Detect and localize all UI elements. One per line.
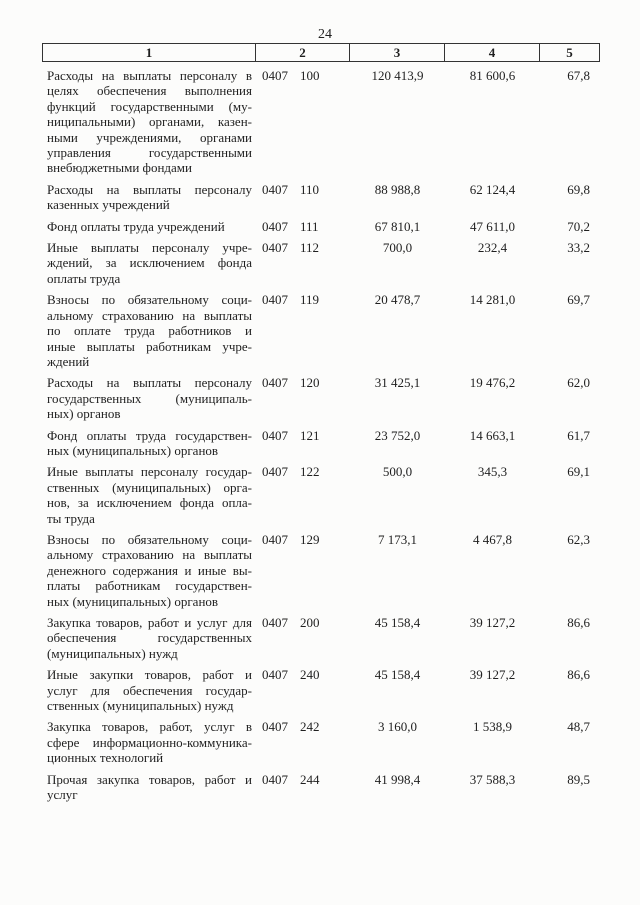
row-value-col5: 69,1 (567, 464, 590, 480)
description-line: оплаты труда (47, 270, 121, 286)
description-line: нов, за исключением фонда опла- (47, 495, 252, 511)
section-code: 0407 (262, 464, 288, 480)
description-line: ных (муниципальных) органов (47, 593, 219, 609)
row-value-col4: 39 127,2 (469, 615, 516, 630)
row-value-col5: 69,8 (567, 181, 590, 197)
page-number: 24 (318, 27, 332, 42)
type-code: 244 (300, 771, 320, 787)
row-description (42, 719, 256, 765)
row-value-col5: 89,5 (567, 771, 590, 787)
row-value-col5: 86,6 (567, 615, 590, 630)
description-line: ты труда (47, 510, 95, 526)
section-code: 0407 (262, 531, 288, 547)
row-description (42, 68, 256, 176)
description-line: Иные выплаты персоналу государ- (47, 464, 252, 480)
description-line: ниципальными) органами, казен- (47, 114, 252, 130)
column-header-2: 2 (256, 44, 350, 61)
description-line: управления государственными (47, 145, 252, 161)
row-value-col4: 14 281,0 (469, 292, 516, 308)
row-value-col3: 500,0 (382, 464, 413, 480)
table-row (42, 219, 600, 240)
section-code: 0407 (262, 375, 288, 391)
description-line: ственных (муниципальных) нужд (47, 698, 234, 714)
table-row (42, 375, 600, 427)
row-value-col3: 67 810,1 (374, 218, 421, 234)
row-value-col5: 61,7 (567, 427, 590, 443)
section-code: 0407 (262, 719, 288, 735)
type-code: 119 (300, 292, 320, 308)
row-code (256, 375, 350, 421)
row-value-col3: 3 160,0 (378, 719, 417, 735)
row-value-col4: 62 124,4 (469, 181, 516, 197)
row-code (256, 292, 350, 369)
row-description (42, 375, 256, 421)
table-row (42, 68, 600, 182)
type-code: 121 (300, 427, 320, 443)
description-line: Закупка товаров, работ, услуг в (47, 719, 252, 735)
table-row (42, 667, 600, 719)
description-line: альному страхованию на выплаты (47, 547, 252, 563)
row-value-col5: 48,7 (567, 719, 590, 735)
row-code (256, 219, 350, 234)
description-line: Взносы по обязательному соци- (47, 531, 252, 547)
row-description (42, 464, 256, 526)
row-value-col4: 345,3 (477, 464, 508, 480)
row-description (42, 428, 256, 459)
row-value-col5: 86,6 (567, 667, 590, 683)
type-code: 200 (300, 615, 320, 630)
row-description (42, 772, 256, 803)
table-body (42, 62, 600, 808)
description-line: казенных учреждений (47, 197, 170, 213)
row-value-col5: 69,7 (567, 292, 590, 308)
section-code: 0407 (262, 68, 288, 83)
description-line: Иные закупки товаров, работ и (47, 667, 252, 683)
type-code: 242 (300, 719, 320, 735)
row-code (256, 240, 350, 286)
row-value-col3: 45 158,4 (374, 615, 421, 630)
description-line: Фонд оплаты труда учреждений (47, 218, 225, 234)
row-value-col3: 41 998,4 (374, 771, 421, 787)
row-value-col4: 19 476,2 (469, 375, 516, 391)
table-row (42, 464, 600, 532)
description-line: ных (муниципальных) органов (47, 442, 219, 458)
description-line: обеспечения государственных (47, 630, 252, 646)
description-line: (муниципальных) нужд (47, 645, 178, 661)
description-line: платы работникам государствен- (47, 578, 252, 594)
row-code (256, 532, 350, 609)
row-code (256, 428, 350, 459)
row-description (42, 240, 256, 286)
row-value-col5: 67,8 (567, 68, 590, 83)
description-line: Расходы на выплаты персоналу (47, 375, 252, 391)
table-row (42, 240, 600, 292)
row-description (42, 615, 256, 661)
description-line: ных) органов (47, 406, 121, 422)
row-value-col3: 88 988,8 (374, 181, 421, 197)
column-header-4: 4 (445, 44, 540, 61)
description-line: Расходы на выплаты персоналу (47, 181, 252, 197)
row-code (256, 719, 350, 765)
row-value-col4: 1 538,9 (473, 719, 512, 735)
type-code: 110 (300, 181, 320, 197)
column-header-1: 1 (43, 44, 256, 61)
section-code: 0407 (262, 427, 288, 443)
type-code: 112 (300, 240, 320, 256)
row-value-col4: 81 600,6 (469, 68, 516, 83)
table-row (42, 772, 600, 809)
row-value-col3: 7 173,1 (378, 531, 417, 547)
row-value-col4: 14 663,1 (469, 427, 516, 443)
section-code: 0407 (262, 218, 288, 234)
description-line: Иные выплаты персоналу учре- (47, 240, 252, 256)
table-row (42, 428, 600, 465)
section-code: 0407 (262, 771, 288, 787)
section-code: 0407 (262, 181, 288, 197)
row-description (42, 219, 256, 234)
row-value-col4: 37 588,3 (469, 771, 516, 787)
description-line: ждений (47, 353, 90, 369)
table-row (42, 182, 600, 219)
row-code (256, 182, 350, 213)
section-code: 0407 (262, 292, 288, 308)
row-value-col4: 4 467,8 (473, 531, 512, 547)
section-code: 0407 (262, 667, 288, 683)
row-description (42, 182, 256, 213)
row-value-col5: 70,2 (567, 218, 590, 234)
description-line: Расходы на выплаты персоналу в (47, 68, 252, 83)
description-line: Фонд оплаты труда государствен- (47, 427, 252, 443)
row-code (256, 667, 350, 713)
column-header-5: 5 (540, 44, 600, 61)
row-value-col4: 47 611,0 (469, 218, 516, 234)
table-row (42, 532, 600, 615)
description-line: ными учреждениями, органами (47, 129, 252, 145)
row-code (256, 464, 350, 526)
section-code: 0407 (262, 615, 288, 630)
type-code: 122 (300, 464, 320, 480)
row-code (256, 615, 350, 661)
column-header-3: 3 (350, 44, 445, 61)
description-line: услуг (47, 787, 78, 803)
description-line: иные выплаты работникам учре- (47, 338, 252, 354)
table-header-row (42, 43, 600, 62)
section-code: 0407 (262, 240, 288, 256)
description-line: ционных технологий (47, 750, 164, 766)
row-value-col3: 120 413,9 (371, 68, 424, 83)
row-description (42, 667, 256, 713)
table-row (42, 615, 600, 667)
description-line: внебюджетными фондами (47, 160, 192, 176)
row-description (42, 532, 256, 609)
description-line: услуг для обеспечения государ- (47, 682, 252, 698)
row-code (256, 68, 350, 176)
row-value-col3: 45 158,4 (374, 667, 421, 683)
type-code: 111 (300, 218, 319, 234)
description-line: денежного содержания и иные вы- (47, 562, 252, 578)
description-line: Взносы по обязательному соци- (47, 292, 252, 308)
description-line: сфере информационно-коммуника- (47, 734, 252, 750)
budget-table (42, 43, 600, 808)
type-code: 100 (300, 68, 320, 83)
row-value-col3: 20 478,7 (374, 292, 421, 308)
row-value-col5: 62,0 (567, 375, 590, 391)
description-line: целях обеспечения выполнения (47, 83, 252, 99)
description-line: ственных (муниципальных) орга- (47, 479, 252, 495)
type-code: 240 (300, 667, 320, 683)
table-row (42, 292, 600, 375)
row-value-col5: 62,3 (567, 531, 590, 547)
row-value-col3: 31 425,1 (374, 375, 421, 391)
type-code: 120 (300, 375, 320, 391)
row-value-col4: 232,4 (477, 240, 508, 256)
description-line: по оплате труда работников и (47, 323, 252, 339)
row-value-col4: 39 127,2 (469, 667, 516, 683)
row-code (256, 772, 350, 803)
description-line: Закупка товаров, работ и услуг для (47, 615, 252, 630)
description-line: Прочая закупка товаров, работ и (47, 771, 252, 787)
description-line: альному страхованию на выплаты (47, 307, 252, 323)
row-value-col3: 23 752,0 (374, 427, 421, 443)
description-line: государственных (муниципаль- (47, 390, 252, 406)
row-description (42, 292, 256, 369)
table-row (42, 719, 600, 771)
type-code: 129 (300, 531, 320, 547)
row-value-col5: 33,2 (567, 240, 590, 256)
description-line: функций государственными (му- (47, 98, 252, 114)
description-line: ждений, за исключением фонда (47, 255, 252, 271)
row-value-col3: 700,0 (382, 240, 413, 256)
